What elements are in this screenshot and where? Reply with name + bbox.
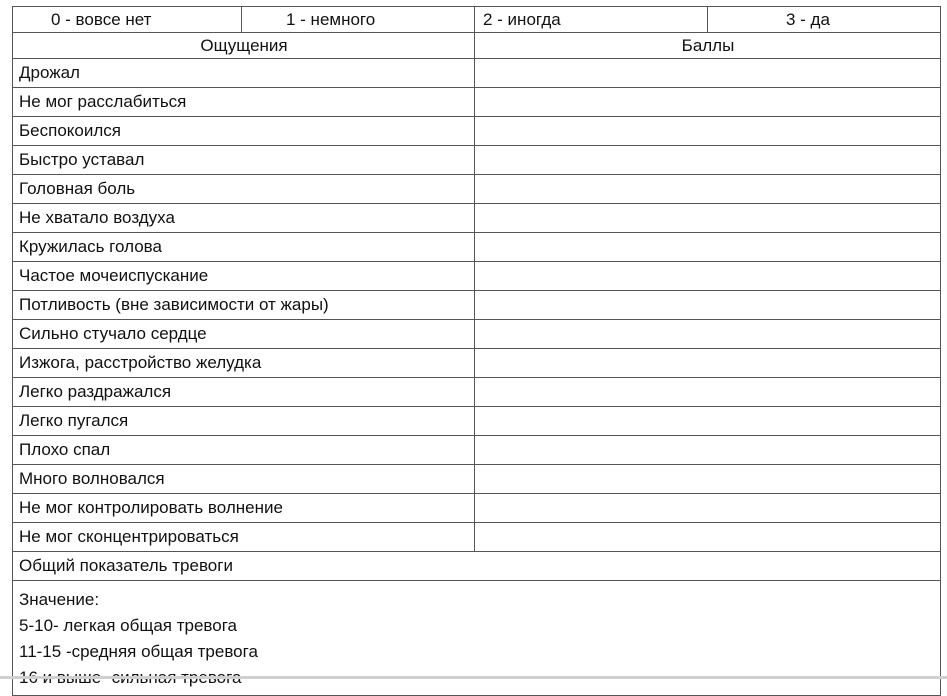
symptom-row (13, 465, 941, 494)
score-input-cell[interactable] (475, 88, 941, 117)
symptom-row (13, 436, 941, 465)
symptom-row (13, 233, 941, 262)
symptom-label: Не мог контролировать волнение (13, 494, 475, 523)
symptom-row (13, 523, 941, 552)
item-rows (13, 59, 941, 552)
score-input-cell[interactable] (475, 465, 941, 494)
scale-option-1: 1 - немного (242, 7, 475, 33)
scale-option-3: 3 - да (708, 7, 941, 33)
symptom-row (13, 494, 941, 523)
symptom-label: Кружилась голова (13, 233, 475, 262)
score-input-cell[interactable] (475, 233, 941, 262)
symptom-row (13, 175, 941, 204)
symptom-row (13, 59, 941, 88)
scale-legend-row (13, 7, 941, 33)
symptom-label: Потливость (вне зависимости от жары) (13, 291, 475, 320)
symptom-label: Изжога, расстройство желудка (13, 349, 475, 378)
symptom-label: Дрожал (13, 59, 475, 88)
symptom-row (13, 291, 941, 320)
meaning-label: Значение: (19, 590, 100, 609)
score-input-cell[interactable] (475, 523, 941, 552)
score-input-cell[interactable] (475, 146, 941, 175)
total-row (13, 552, 941, 581)
symptom-row (13, 204, 941, 233)
header-points: Баллы (475, 33, 941, 59)
score-input-cell[interactable] (475, 320, 941, 349)
symptom-row (13, 262, 941, 291)
symptom-label: Легко раздражался (13, 378, 475, 407)
score-input-cell[interactable] (475, 378, 941, 407)
symptom-label: Головная боль (13, 175, 475, 204)
meaning-line-moderate: 11-15 -средняя общая тревога (19, 642, 258, 661)
symptom-row (13, 349, 941, 378)
score-input-cell[interactable] (475, 291, 941, 320)
symptom-label: Много волновался (13, 465, 475, 494)
symptom-row (13, 117, 941, 146)
symptom-label: Не мог расслабиться (13, 88, 475, 117)
score-input-cell[interactable] (475, 204, 941, 233)
symptom-row (13, 378, 941, 407)
symptom-label: Быстро уставал (13, 146, 475, 175)
symptom-row (13, 146, 941, 175)
symptom-label: Не мог сконцентрироваться (13, 523, 475, 552)
symptom-label: Частое мочеиспускание (13, 262, 475, 291)
symptom-row (13, 407, 941, 436)
symptom-label: Сильно стучало сердце (13, 320, 475, 349)
score-input-cell[interactable] (475, 407, 941, 436)
score-input-cell[interactable] (475, 349, 941, 378)
anxiety-scale-table (12, 6, 941, 696)
score-input-cell[interactable] (475, 494, 941, 523)
symptom-label: Легко пугался (13, 407, 475, 436)
symptom-label: Плохо спал (13, 436, 475, 465)
header-feelings: Ощущения (13, 33, 475, 59)
header-row (13, 33, 941, 59)
symptom-row (13, 320, 941, 349)
symptom-label: Не хватало воздуха (13, 204, 475, 233)
score-input-cell[interactable] (475, 59, 941, 88)
score-input-cell[interactable] (475, 175, 941, 204)
meaning-line-mild: 5-10- легкая общая тревога (19, 616, 238, 635)
scale-option-0: 0 - вовсе нет (13, 7, 242, 33)
score-input-cell[interactable] (475, 262, 941, 291)
score-input-cell[interactable] (475, 436, 941, 465)
score-input-cell[interactable] (475, 117, 941, 146)
total-label: Общий показатель тревоги (13, 552, 941, 581)
symptom-row (13, 88, 941, 117)
symptom-label: Беспокоился (13, 117, 475, 146)
scale-option-2: 2 - иногда (475, 7, 708, 33)
